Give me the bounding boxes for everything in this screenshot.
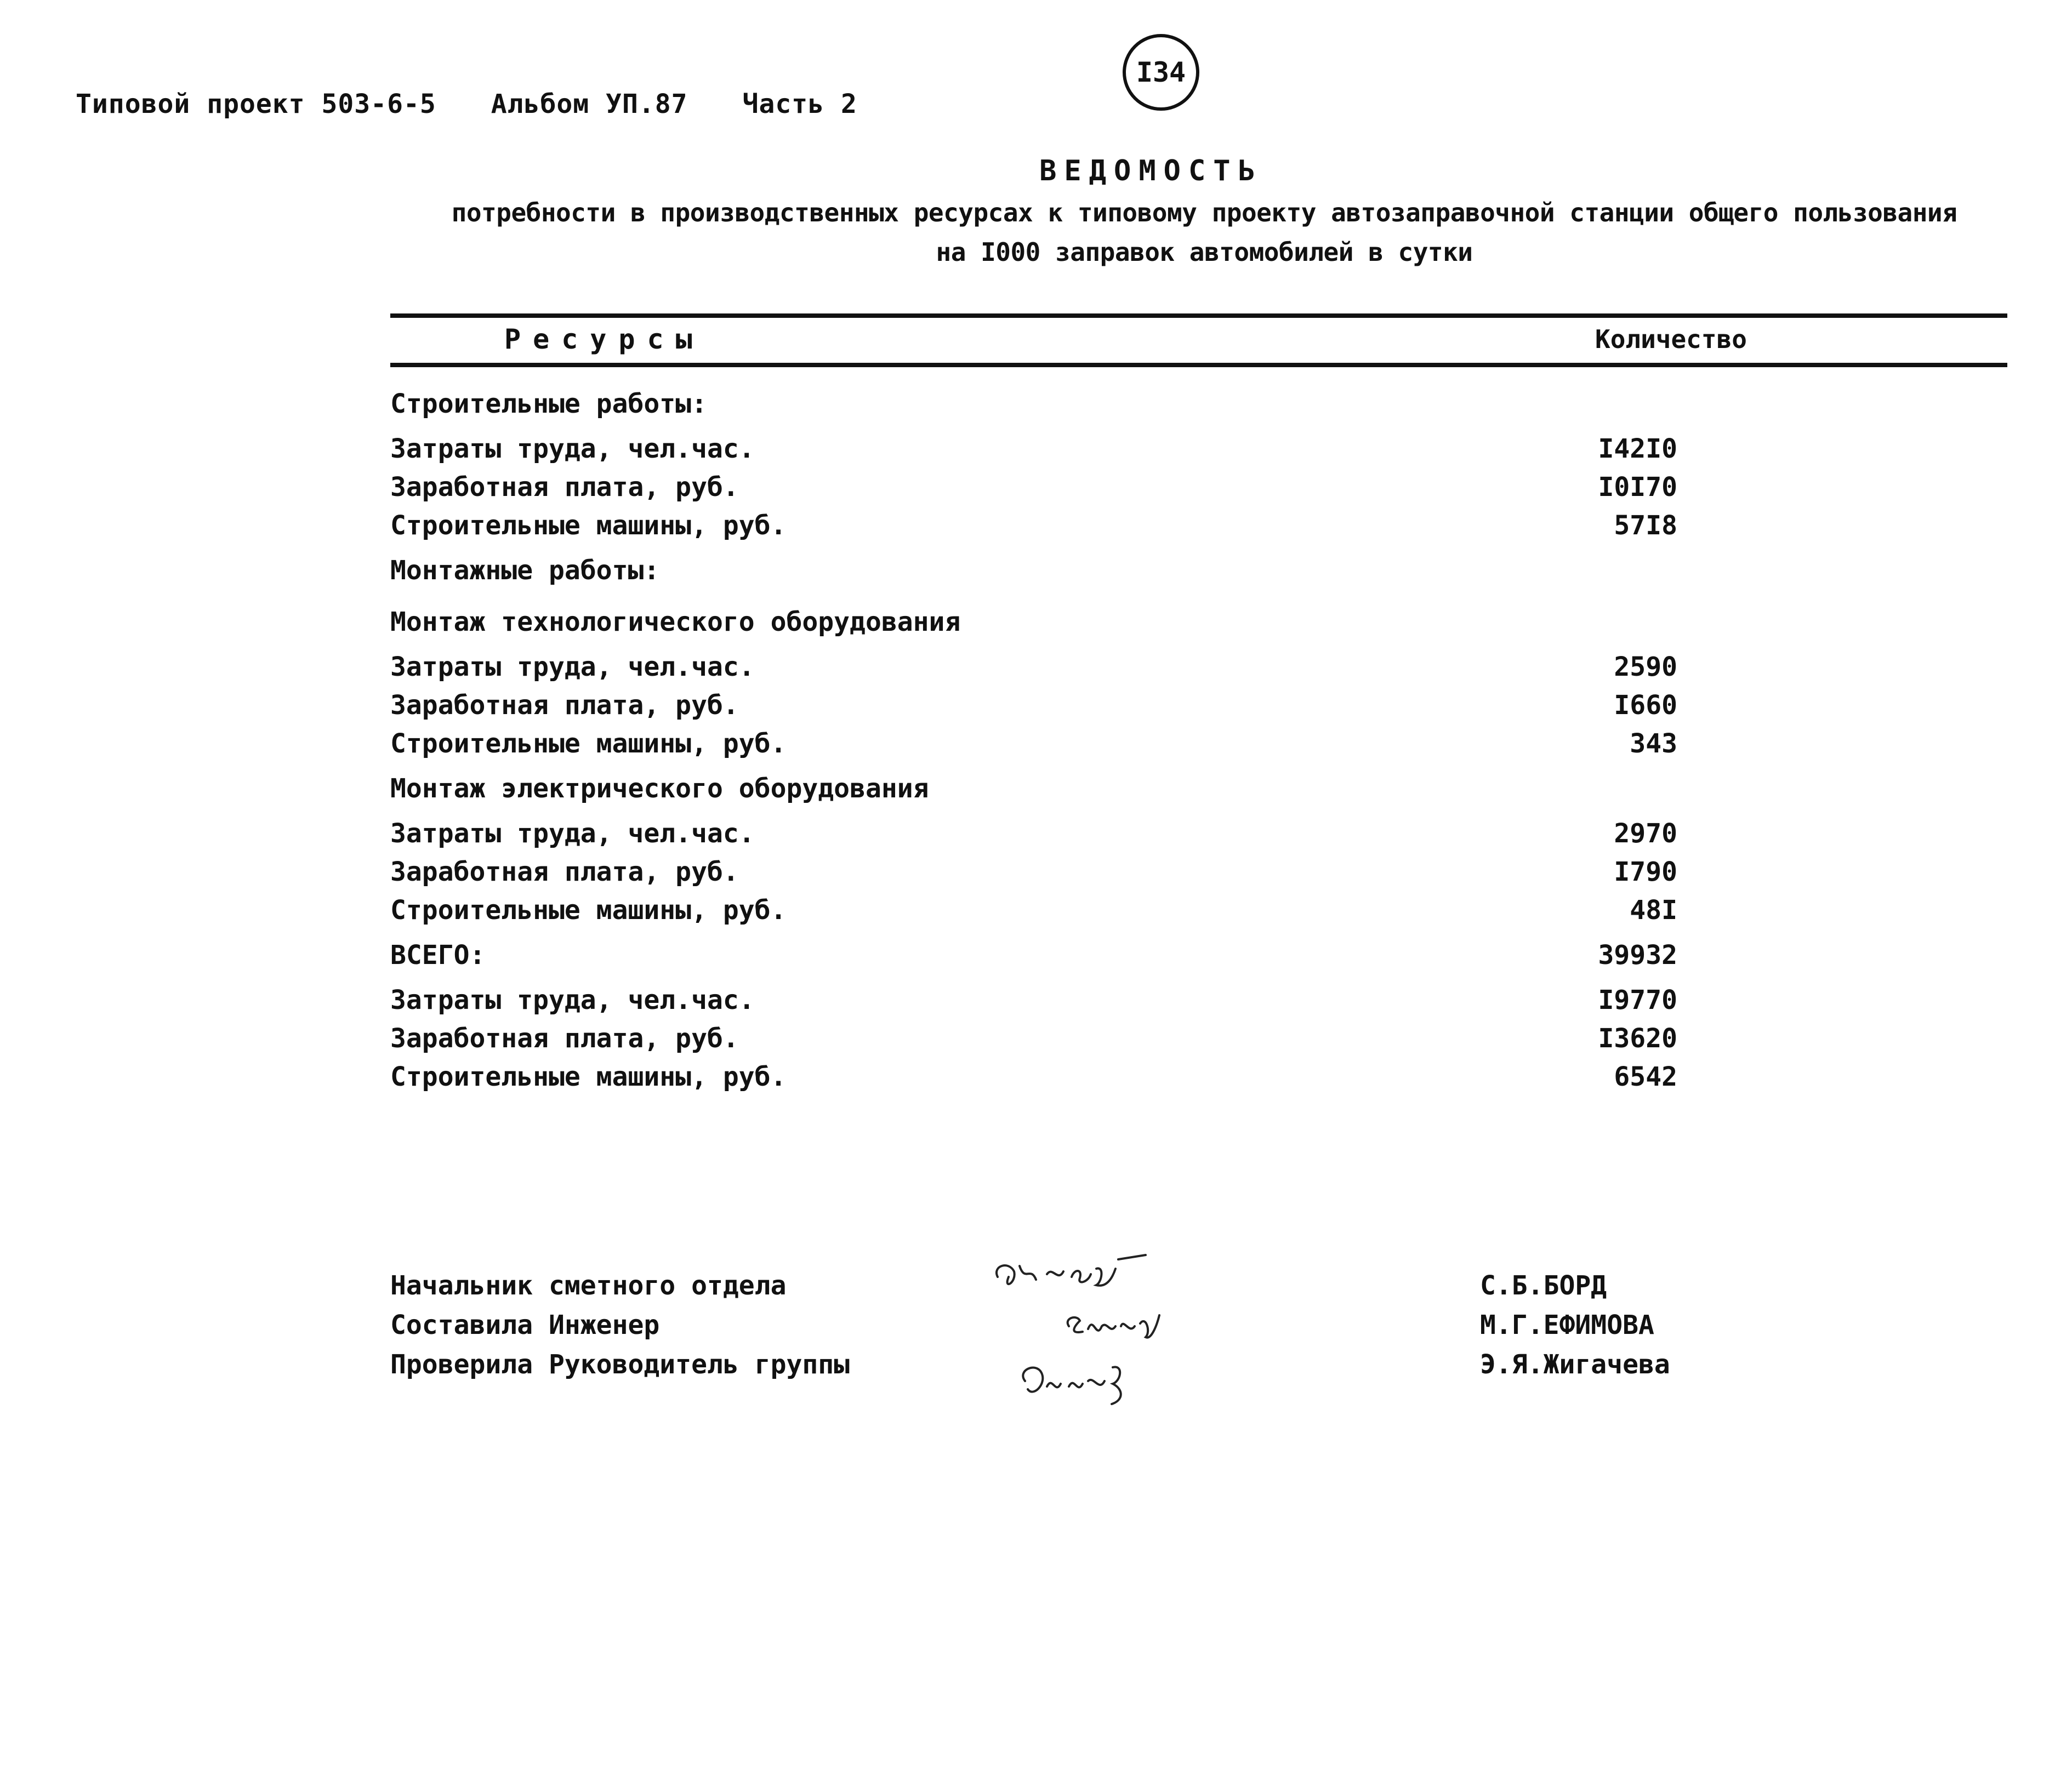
signature-name: М.Г.ЕФИМОВА [1480, 1310, 1654, 1340]
row-value: 57I8 [1614, 510, 1677, 541]
row-label: Заработная плата, руб. [390, 690, 739, 721]
row-label: Затраты труда, чел.час. [390, 433, 755, 464]
row-value: I42I0 [1598, 433, 1677, 464]
row-value: 39932 [1598, 940, 1677, 971]
page-title: ВЕДОМОСТЬ [1039, 155, 1263, 187]
row-value: 6542 [1614, 1062, 1677, 1092]
table-row [390, 468, 2007, 506]
table-row [390, 378, 2007, 430]
page-subtitle [390, 193, 2018, 272]
row-value: I9770 [1598, 985, 1677, 1015]
column-header-quantity: Количество [1595, 324, 1747, 354]
row-label: Строительные машины, руб. [390, 1062, 787, 1092]
table-row [390, 763, 2007, 814]
table-row [390, 1058, 2007, 1096]
row-value: 48I [1630, 895, 1677, 926]
row-value: I660 [1614, 690, 1677, 721]
row-label: Монтажные работы: [390, 555, 660, 586]
row-value: 2590 [1614, 652, 1677, 682]
table-row [390, 814, 2007, 853]
table-row [390, 596, 2007, 648]
table-row [390, 724, 2007, 763]
row-label: Затраты труда, чел.час. [390, 818, 755, 849]
resource-table [390, 378, 2007, 1096]
row-value: 343 [1630, 728, 1677, 759]
signature-name: Э.Я.Жигачева [1480, 1349, 1670, 1380]
table-row [390, 853, 2007, 891]
table-header-rule [390, 363, 2007, 367]
signature-role: Начальник сметного отдела [390, 1270, 787, 1301]
signature-scribble-2 [1068, 1315, 1159, 1338]
row-label: Монтаж электрического оборудования [390, 773, 929, 804]
row-label: Затраты труда, чел.час. [390, 985, 755, 1015]
row-label: Монтаж технологического оборудования [390, 607, 961, 637]
row-label: Строительные машины, руб. [390, 510, 787, 541]
signature-scribble-3 [1023, 1367, 1120, 1404]
row-label: Заработная плата, руб. [390, 857, 739, 887]
table-row [390, 981, 2007, 1019]
row-value: I0I70 [1598, 472, 1677, 503]
table-row [390, 891, 2007, 929]
table-row-total [390, 929, 2007, 981]
row-value: I3620 [1598, 1023, 1677, 1054]
part-label: Часть 2 [742, 89, 857, 119]
subtitle-line-1: потребности в производственных ресурсах к типовому проекту автозаправочной станции общего пользования [451, 198, 1957, 227]
signature-scribble-1 [997, 1255, 1146, 1286]
signature-name: С.Б.БОРД [1480, 1270, 1607, 1301]
row-label: Затраты труда, чел.час. [390, 652, 755, 682]
handwritten-signatures [987, 1244, 1239, 1419]
document-header [76, 89, 912, 119]
table-row [390, 686, 2007, 724]
subtitle-line-2: на I000 заправок автомобилей в сутки [936, 237, 1473, 267]
row-label: Заработная плата, руб. [390, 472, 739, 503]
page-number-circle [1123, 34, 1199, 111]
signature-role: Проверила Руководитель группы [390, 1349, 850, 1380]
table-row [390, 506, 2007, 545]
row-label: Строительные работы: [390, 389, 707, 419]
row-label: Строительные машины, руб. [390, 728, 787, 759]
row-label: Строительные машины, руб. [390, 895, 787, 926]
project-code: Типовой проект 503-6-5 [76, 89, 436, 119]
row-label: ВСЕГО: [390, 940, 486, 971]
row-label: Заработная плата, руб. [390, 1023, 739, 1054]
row-value: 2970 [1614, 818, 1677, 849]
table-row [390, 430, 2007, 468]
column-header-resource: Ресурсы [504, 323, 704, 355]
table-row [390, 648, 2007, 686]
page-number: I34 [1136, 56, 1186, 88]
table-row [390, 1019, 2007, 1058]
table-row [390, 545, 2007, 596]
table-top-rule [390, 313, 2007, 318]
row-value: I790 [1614, 857, 1677, 887]
signature-role: Составила Инженер [390, 1310, 660, 1340]
album-code: Альбом УП.87 [491, 89, 688, 119]
